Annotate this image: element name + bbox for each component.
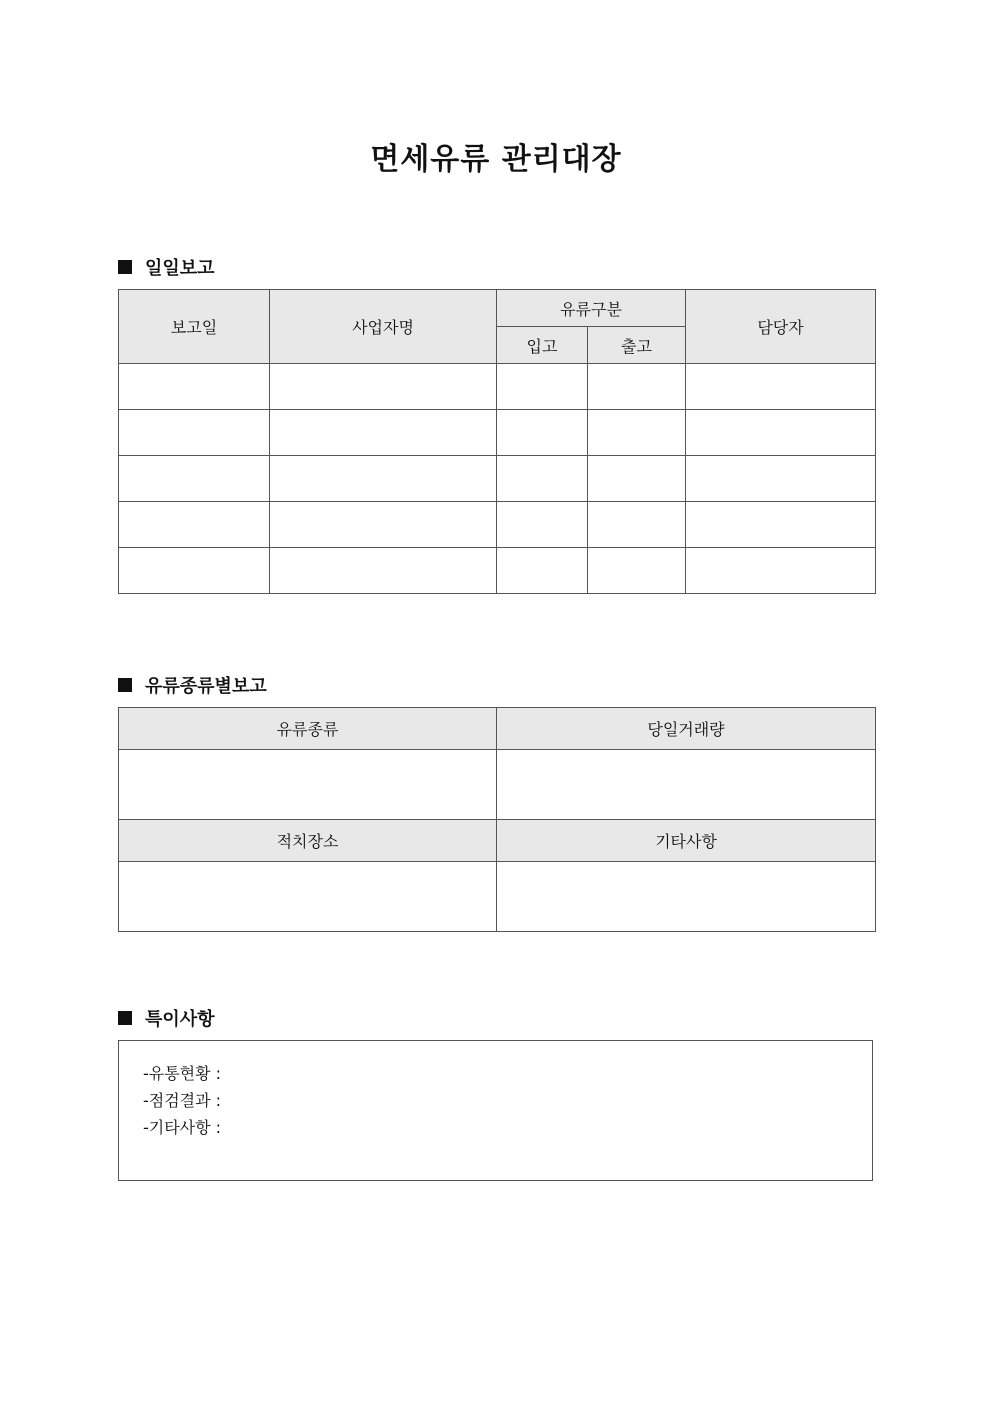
black-square-icon: [118, 678, 132, 692]
incoming-cell[interactable]: [497, 548, 588, 594]
table-row: [119, 862, 876, 932]
outgoing-cell[interactable]: [588, 364, 686, 410]
special-notes-box[interactable]: [118, 1040, 873, 1181]
table-header-row: [119, 708, 876, 750]
black-square-icon: [118, 1011, 132, 1025]
column-header-outgoing: 출고: [588, 327, 686, 364]
business-name-cell[interactable]: [270, 456, 497, 502]
inspection-result-line: -점검결과 :: [143, 1091, 222, 1110]
incoming-cell[interactable]: [497, 456, 588, 502]
incoming-cell[interactable]: [497, 502, 588, 548]
report-date-cell[interactable]: [119, 364, 270, 410]
manager-cell[interactable]: [686, 502, 876, 548]
report-date-cell[interactable]: [119, 410, 270, 456]
report-date-cell[interactable]: [119, 502, 270, 548]
manager-cell[interactable]: [686, 410, 876, 456]
black-square-icon: [118, 260, 132, 274]
column-header-report-date: 보고일: [119, 290, 270, 364]
table-row: [119, 502, 876, 548]
daily-report-table: [118, 289, 876, 594]
outgoing-cell[interactable]: [588, 456, 686, 502]
outgoing-cell[interactable]: [588, 502, 686, 548]
column-header-business-name: 사업자명: [270, 290, 497, 364]
table-header-row: [119, 290, 876, 327]
report-date-cell[interactable]: [119, 456, 270, 502]
table-row: [119, 410, 876, 456]
other-notes-header: 기타사항: [497, 820, 876, 862]
section-heading-fuel-type-report: [118, 672, 267, 698]
report-date-cell[interactable]: [119, 548, 270, 594]
distribution-status-line: -유통현황 :: [143, 1064, 222, 1083]
section-heading-label: 일일보고: [145, 258, 215, 279]
outgoing-cell[interactable]: [588, 548, 686, 594]
table-row: [119, 750, 876, 820]
business-name-cell[interactable]: [270, 364, 497, 410]
column-header-fuel-category: 유류구분: [497, 290, 686, 327]
outgoing-cell[interactable]: [588, 410, 686, 456]
other-notes-cell[interactable]: [497, 862, 876, 932]
manager-cell[interactable]: [686, 364, 876, 410]
incoming-cell[interactable]: [497, 410, 588, 456]
incoming-cell[interactable]: [497, 364, 588, 410]
storage-location-cell[interactable]: [119, 862, 497, 932]
section-heading-special-notes: [118, 1005, 215, 1031]
table-row: [119, 364, 876, 410]
storage-location-header: 적치장소: [119, 820, 497, 862]
fuel-type-cell[interactable]: [119, 750, 497, 820]
daily-volume-cell[interactable]: [497, 750, 876, 820]
table-header-row: [119, 820, 876, 862]
section-heading-label: 특이사항: [145, 1009, 215, 1030]
manager-cell[interactable]: [686, 548, 876, 594]
section-heading-daily-report: [118, 254, 215, 280]
fuel-type-report-table: [118, 707, 876, 932]
daily-volume-header: 당일거래량: [497, 708, 876, 750]
other-notes-line: -기타사항 :: [143, 1118, 222, 1137]
business-name-cell[interactable]: [270, 548, 497, 594]
business-name-cell[interactable]: [270, 502, 497, 548]
business-name-cell[interactable]: [270, 410, 497, 456]
fuel-type-header: 유류종류: [119, 708, 497, 750]
table-row: [119, 548, 876, 594]
column-header-incoming: 입고: [497, 327, 588, 364]
column-header-manager: 담당자: [686, 290, 876, 364]
table-row: [119, 456, 876, 502]
section-heading-label: 유류종류별보고: [145, 676, 267, 697]
manager-cell[interactable]: [686, 456, 876, 502]
page-title: 면세유류 관리대장: [370, 142, 622, 177]
